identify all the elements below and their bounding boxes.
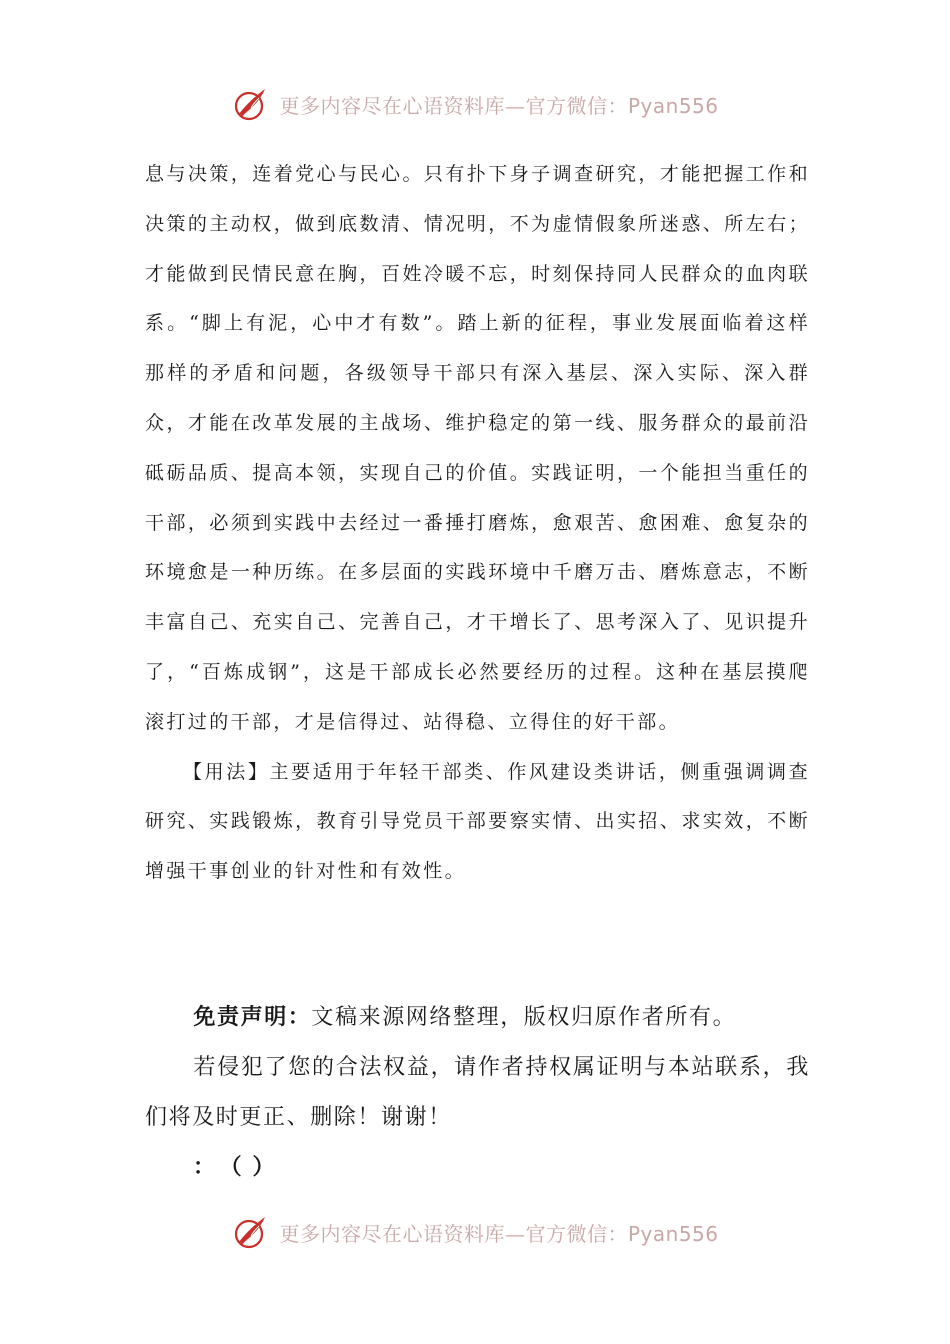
watermark-text-cn: 更多内容尽在心语资料库—官方微信： (279, 93, 628, 118)
disclaimer-paren-line (145, 1143, 810, 1193)
watermark-wechat-id: Pyan556 (627, 93, 719, 118)
disclaimer-label: 免责声明： (193, 1005, 312, 1030)
header-watermark-banner (0, 82, 950, 126)
disclaimer-block (145, 993, 810, 1193)
body-paragraph-1: 息与决策，连着党心与民心。只有扑下身子调查研究，才能把握工作和决策的主动权，做到底数清、情况明，不为虚情假象所迷惑、所左右；才能做到民情民意在胸，百姓冷暖不忘，时刻保持同人民群众的血肉联系。“脚上有泥，心中才有数”。踏上新的征程，事业发展面临着这样那样的矛盾和问题，各级领导干部只有深入基层、深入实际、深入群众，才能在改革发展的主战场、维护稳定的第一线、服务群众的最前沿砥砺品质、提高本领，实现自己的价值。实践证明，一个能担当重任的干部，必须到实践中去经过一番捶打磨炼，愈艰苦、愈困难、愈复杂的环境愈是一种历练。在多层面的实践环境中千磨万击、磨炼意志，不断丰富自己、充实自己、完善自己，才干增长了、思考深入了、见识提升了，“百炼成钢”，这是干部成长必然要经历的过程。这种在基层摸爬滚打过的干部，才是信得过、站得稳、立得住的好干部。 (145, 163, 810, 733)
disclaimer-text-1: 文稿来源网络整理，版权归原作者所有。 (311, 1005, 737, 1030)
disclaimer-line-1 (145, 993, 810, 1043)
disclaimer-line-2: 若侵犯了您的合法权益，请作者持权属证明与本站联系，我们将及时更正、删除！谢谢！ (145, 1055, 810, 1130)
watermark-text (279, 90, 718, 119)
footer-watermark-banner (0, 1210, 950, 1254)
watermark-wechat-id: Pyan556 (627, 1221, 719, 1246)
watermark-text-cn: 更多内容尽在心语资料库—官方微信： (279, 1221, 628, 1246)
watermark-text (279, 1218, 718, 1247)
disclaimer-parens: （ ） (230, 1155, 277, 1180)
quill-pen-circle-logo (231, 84, 271, 124)
document-body (145, 150, 810, 897)
quill-pen-circle-logo (231, 1212, 271, 1252)
disclaimer-colon: ： (193, 1155, 217, 1180)
usage-paragraph: 【用法】主要适用于年轻干部类、作风建设类讲话，侧重强调调查研究、实践锻炼，教育引导党员干部要察实情、出实招、求实效，不断增强干事创业的针对性和有效性。 (145, 760, 810, 883)
